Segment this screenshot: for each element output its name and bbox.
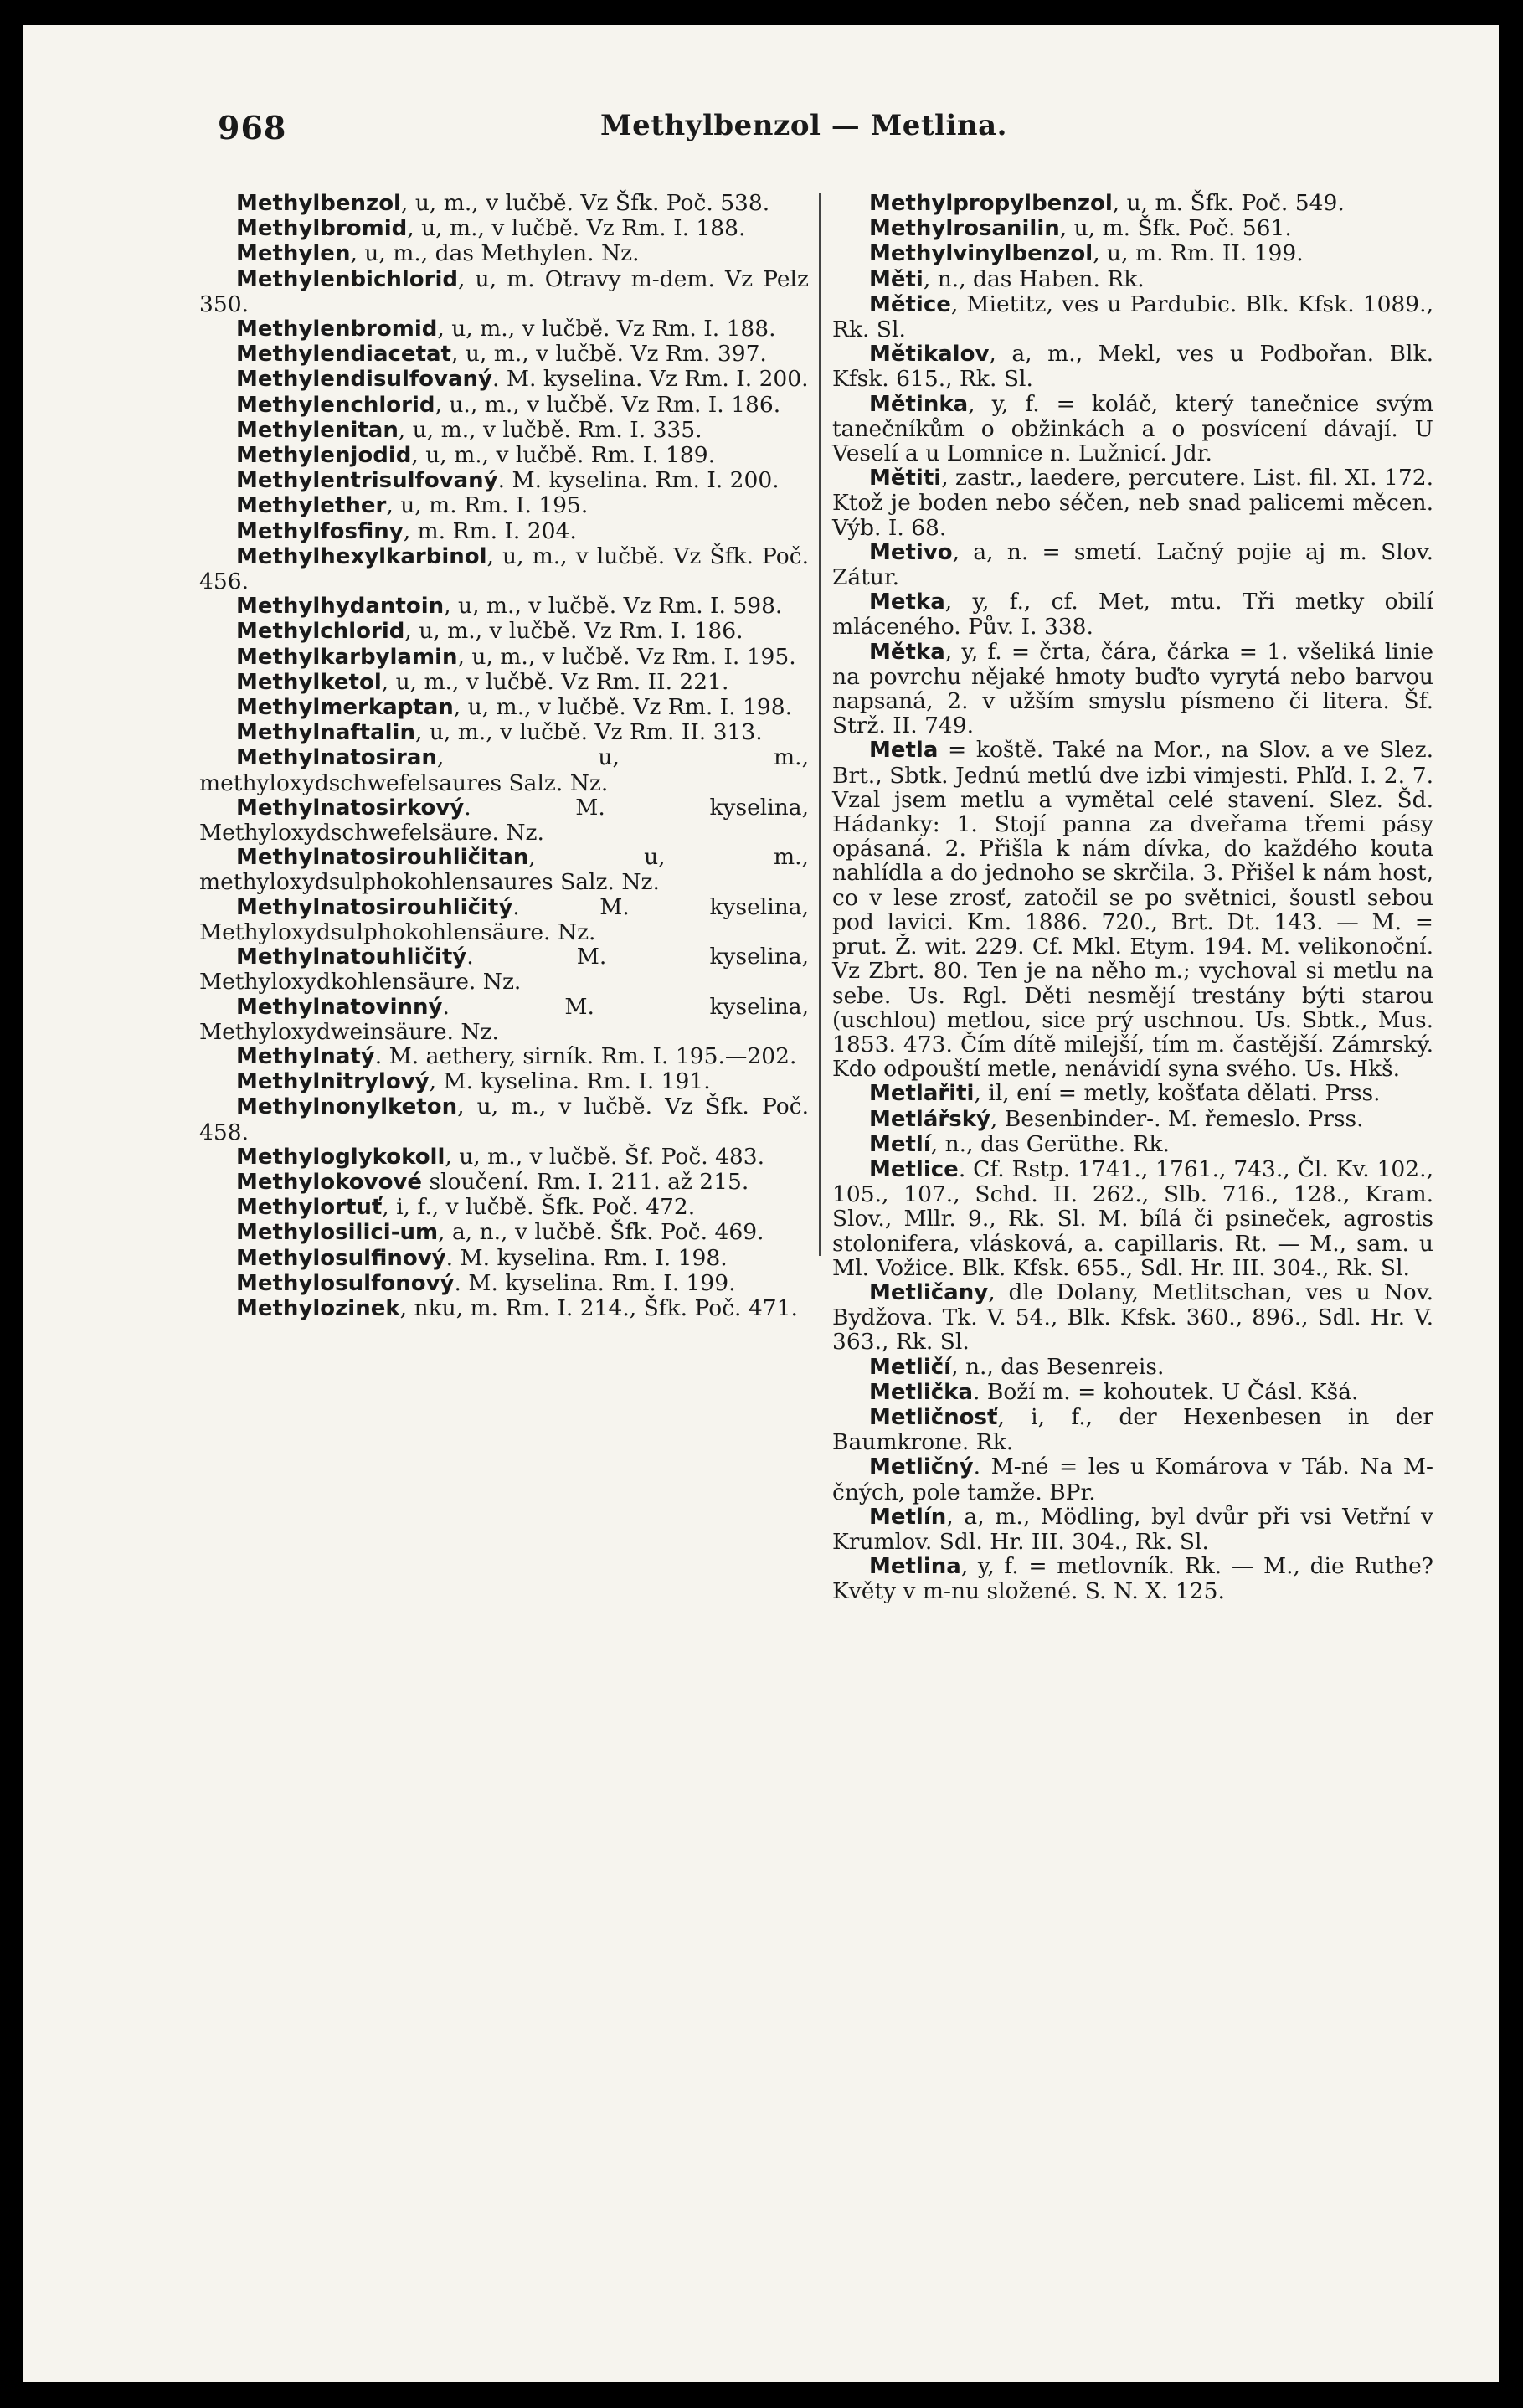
- dictionary-entry: [199, 342, 809, 367]
- entry-headword: Metlina: [869, 1554, 961, 1580]
- entry-definition: . M. kyselina, Methyloxydsulphokohlensäure. Nz.: [199, 893, 809, 945]
- entry-headword: Methylendisulfovaný: [236, 367, 492, 393]
- dictionary-entry: [199, 1044, 809, 1069]
- entry-definition: . M. kyselina. Rm. I. 198.: [445, 1244, 728, 1271]
- entry-definition: , u, m., v lučbě. Vz Rm. I. 598.: [444, 593, 783, 620]
- dictionary-entry: [199, 1145, 809, 1170]
- entry-headword: Methylhexylkarbinol: [236, 543, 487, 569]
- entry-headword: Metličí: [869, 1354, 952, 1380]
- dictionary-entry: [199, 720, 809, 745]
- entry-definition: , u, m., v lučbě. Vz Rm. I. 198.: [453, 694, 792, 721]
- entry-definition: . M. kyselina. Rm. I. 199.: [454, 1269, 736, 1296]
- entry-headword: Methylen: [236, 241, 351, 267]
- entry-definition: , u, m. Otravy m-dem. Vz Pelz 350.: [199, 265, 809, 317]
- dictionary-entry: [832, 1405, 1433, 1454]
- entry-definition: = koště. Také na Mor., na Slov. a ve Slez. Brt., Sbtk. Jednú metlú dve izbi vimjesti. Phľd. I. 2. 7. Vzal jsem metlu a vymětal celé stavení. Slez. Šd. Hádanky: 1. Stojí panna za dveřama třemi pásy opásaná. 2. Přišla k nám dívka, do každého kouta nahlídla a do jednoho se skrčila. 3. Přišel k nám host, co v lese zrosť, zatočil se po světnici, šoustl sebou pod lavici. Km. 1886. 720., Brt. Dt. 143. — M. = prut. Ž. wit. 229. Cf. Mkl. Etym. 194. M. velikonoční. Vz Zbrt. 80. Ten je na něho m.; vychoval si metlu na sebe. Us. Rgl. Děti nesmějí trestány býti starou (uschlou) metlou, sice prý uschnou. Us. Sbtk., Mus. 1853. 473. Čím dítě milejší, tím m. častější. Zámrský. Kdo odpouští metle, nenávidí syna svého. Us. Hkš.: [832, 737, 1433, 1083]
- dictionary-entry: [832, 342, 1433, 391]
- entry-definition: , u, m., v lučbě. Rm. I. 189.: [411, 442, 716, 469]
- dictionary-entry: [832, 540, 1433, 589]
- entry-headword: Methylchlorid: [236, 619, 405, 645]
- entry-definition: , a, m., Mekl, ves u Podbořan. Blk. Kfsk. 615., Rk. Sl.: [832, 341, 1433, 393]
- entry-headword: Methylenchlorid: [236, 392, 435, 418]
- entry-headword: Methylpropylbenzol: [869, 191, 1113, 216]
- dictionary-entry: [199, 1170, 809, 1195]
- column-divider: [819, 193, 821, 1256]
- dictionary-entry: [199, 519, 809, 544]
- entry-headword: Mětikalov: [869, 342, 990, 368]
- entry-definition: , u, m., methyloxydsulphokohlensaures Salz. Nz.: [199, 844, 809, 896]
- dictionary-entry: [199, 670, 809, 695]
- entry-definition: sloučení. Rm. I. 211. až 215.: [422, 1168, 749, 1195]
- entry-headword: Metlí: [869, 1131, 931, 1157]
- dictionary-entry: [832, 1157, 1433, 1280]
- entry-headword: Mětiti: [869, 466, 942, 491]
- entry-headword: Methylkarbylamin: [236, 644, 458, 670]
- entry-definition: , u, m. Rm. II. 199.: [1093, 240, 1304, 267]
- entry-definition: . M. kyselina. Rm. I. 200.: [497, 467, 780, 494]
- entry-definition: , u, m., v lučbě. Šf. Poč. 483.: [445, 1143, 765, 1170]
- running-head: [218, 109, 1390, 159]
- dictionary-entry: [199, 367, 809, 392]
- dictionary-entry: [832, 1107, 1433, 1132]
- entry-definition: , il, ení = metly, košťata dělati. Prss.: [974, 1080, 1381, 1107]
- dictionary-entry: [199, 1195, 809, 1220]
- entry-headword: Mětice: [869, 291, 951, 317]
- dictionary-entry: [199, 316, 809, 342]
- dictionary-entry: [199, 393, 809, 418]
- entry-headword: Methylnatouhličitý: [236, 944, 467, 970]
- dictionary-entry: [199, 645, 809, 670]
- dictionary-entry: [832, 1380, 1433, 1405]
- entry-definition: , m. Rm. I. 204.: [403, 517, 577, 544]
- dictionary-entry: [832, 191, 1433, 216]
- entry-definition: . M. kyselina. Vz Rm. I. 200.: [492, 366, 809, 393]
- dictionary-entry: [832, 1505, 1433, 1554]
- entry-headword: Methylnatovinný: [236, 994, 443, 1020]
- page-number: 968: [218, 109, 287, 147]
- dictionary-entry: [832, 216, 1433, 241]
- entry-definition: , u, m., v lučbě. Vz Rm. 397.: [450, 341, 767, 368]
- entry-headword: Methylketol: [236, 669, 382, 695]
- entry-headword: Methylnonylketon: [236, 1094, 458, 1120]
- dictionary-entry: [832, 1355, 1433, 1380]
- entry-headword: Methylendiacetat: [236, 342, 451, 368]
- entry-headword: Methylosulfonový: [236, 1270, 455, 1296]
- entry-headword: Methylenbichlorid: [236, 266, 459, 292]
- entry-definition: , zastr., laedere, percutere. List. fil. XI. 172. Ktož je boden nebo séčen, neb snad palicemi měcen. Výb. I. 68.: [832, 465, 1433, 541]
- entry-definition: . M-né = les u Komárova v Táb. Na M-čných, pole tamže. BPr.: [832, 1454, 1433, 1505]
- entry-headword: Methylozinek: [236, 1295, 400, 1321]
- entry-definition: , y, f. = metlovník. Rk. — M., die Ruthe? Květy v m-nu složené. S. N. X. 125.: [832, 1553, 1433, 1605]
- entry-definition: , u, m., v lučbě. Vz Rm. II. 313.: [414, 719, 763, 746]
- entry-definition: , u, m., methyloxydschwefelsaures Salz. Nz.: [199, 744, 809, 796]
- dictionary-entry: [199, 795, 809, 845]
- entry-definition: , u, m., v lučbě. Rm. I. 335.: [398, 416, 702, 443]
- entry-definition: , Besenbinder-. M. řemeslo. Prss.: [990, 1105, 1364, 1132]
- entry-definition: , u, m. Šfk. Poč. 549.: [1112, 190, 1345, 216]
- dictionary-entry: [832, 1280, 1433, 1355]
- dictionary-entry: [832, 292, 1433, 342]
- entry-definition: . M. kyselina, Methyloxydweinsäure. Nz.: [199, 993, 809, 1045]
- dictionary-entry: [199, 995, 809, 1044]
- dictionary-entry: [832, 1132, 1433, 1157]
- dictionary-entry: [199, 895, 809, 944]
- dictionary-entry: [832, 589, 1433, 639]
- dictionary-entry: [199, 695, 809, 720]
- entry-headword: Methylosulfinový: [236, 1245, 446, 1271]
- entry-headword: Metlička: [869, 1379, 974, 1405]
- dictionary-entry: [199, 745, 809, 795]
- entry-headword: Metla: [869, 738, 939, 764]
- entry-headword: Methylosilici-um: [236, 1220, 439, 1246]
- entry-headword: Methylbenzol: [236, 191, 401, 216]
- entry-headword: Methylnatý: [236, 1043, 375, 1069]
- dictionary-entry: [199, 1094, 809, 1144]
- entry-definition: , n., das Besenreis.: [951, 1353, 1165, 1380]
- dictionary-entry: [199, 493, 809, 518]
- dictionary-entry: [199, 1296, 809, 1321]
- entry-headword: Metličnosť: [869, 1404, 998, 1430]
- entry-headword: Methylbromid: [236, 216, 408, 242]
- entry-headword: Methylenjodid: [236, 443, 412, 469]
- entry-headword: Metlín: [869, 1504, 947, 1530]
- dictionary-entry: [832, 466, 1433, 540]
- entry-headword: Methylortuť: [236, 1195, 383, 1221]
- entry-definition: , u, m., v lučbě. Vz Rm. I. 186.: [404, 618, 743, 645]
- entry-headword: Metlice: [869, 1156, 959, 1182]
- entry-definition: , nku, m. Rm. I. 214., Šfk. Poč. 471.: [399, 1294, 798, 1321]
- entry-headword: Methylnatosirkový: [236, 795, 465, 821]
- dictionary-entry: [199, 845, 809, 894]
- dictionary-entry: [199, 267, 809, 316]
- entry-headword: Methylentrisulfovaný: [236, 468, 498, 494]
- dictionary-entry: [832, 738, 1433, 1081]
- entry-definition: , u, m., v lučbě. Vz Šfk. Poč. 538.: [400, 190, 770, 216]
- entry-definition: , u, m., v lučbě. Vz Šfk. Poč. 458.: [199, 1093, 809, 1145]
- entry-definition: . Cf. Rstp. 1741., 1761., 743., Čl. Kv. 102., 105., 107., Schd. II. 262., Slb. 716., 128., Kram. Slov., Mllr. 9., Rk. Sl. M. bílá či psineček, agrostis stolonifera, vlásková, a. capillaris. Rt. — M., sam. u Ml. Vožice. Blk. Kfsk. 655., Sdl. Hr. III. 304., Rk. Sl.: [832, 1155, 1433, 1281]
- entry-headword: Methylhydantoin: [236, 594, 445, 620]
- entry-headword: Methylnaftalin: [236, 720, 415, 746]
- dictionary-entry: [832, 1081, 1433, 1106]
- entry-headword: Methylrosanilin: [869, 216, 1060, 242]
- dictionary-entry: [832, 241, 1433, 266]
- entry-headword: Metličany: [869, 1279, 989, 1305]
- dictionary-entry: [199, 468, 809, 493]
- entry-definition: , u, m., v lučbě. Vz Rm. II. 221.: [381, 668, 729, 695]
- entry-headword: Methylnatosiran: [236, 745, 437, 771]
- dictionary-entry: [199, 1246, 809, 1271]
- left-column: [199, 191, 809, 1321]
- dictionary-entry: [832, 267, 1433, 292]
- entry-headword: Metka: [869, 589, 945, 615]
- entry-headword: Methylether: [236, 493, 387, 519]
- entry-definition: , i, f., der Hexenbesen in der Baumkrone. Rk.: [832, 1403, 1433, 1456]
- entry-definition: , u, m., v lučbě. Vz Rm. I. 188.: [407, 215, 746, 242]
- dictionary-entry: [832, 1554, 1433, 1603]
- dictionary-entry: [832, 640, 1433, 738]
- dictionary-entry: [199, 1069, 809, 1094]
- page-title: Methylbenzol — Metlina.: [600, 109, 1007, 142]
- entry-definition: . M. kyselina, Methyloxydkohlensäure. Nz.: [199, 944, 809, 996]
- entry-headword: Metivo: [869, 539, 953, 565]
- entry-headword: Metlařiti: [869, 1081, 975, 1107]
- entry-definition: , dle Dolany, Metlitschan, ves u Nov. Bydžova. Tk. V. 54., Blk. Kfsk. 360., 896., Sdl. Hr. V. 363., Rk. Sl.: [832, 1279, 1433, 1356]
- entry-headword: Mětinka: [869, 391, 969, 417]
- entry-headword: Metlářský: [869, 1106, 990, 1132]
- entry-definition: , u, m., v lučbě. Vz Šfk. Poč. 456.: [199, 543, 809, 595]
- dictionary-entry: [199, 619, 809, 644]
- entry-definition: , u, m., das Methylen. Nz.: [350, 240, 640, 267]
- entry-definition: , y, f. = koláč, který tanečnice svým tanečníkům o obžinkách a o posvícení dávají. U Veselí a u Lomnice n. Lužnicí. Jdr.: [832, 390, 1433, 467]
- dictionary-entry: [199, 1220, 809, 1245]
- dictionary-entry: [199, 594, 809, 619]
- entry-definition: . M. kyselina, Methyloxydschwefelsäure. Nz.: [199, 794, 809, 846]
- entry-headword: Methylenitan: [236, 417, 399, 443]
- entry-headword: Methylvinylbenzol: [869, 241, 1093, 267]
- entry-definition: , u, m., v lučbě. Vz Rm. I. 188.: [437, 316, 776, 342]
- dictionary-entry: [832, 392, 1433, 466]
- entry-definition: , y, f., cf. Met, mtu. Tři metky obilí mláceného. Pův. I. 338.: [832, 589, 1433, 641]
- entry-definition: , n., das Haben. Rk.: [923, 265, 1145, 292]
- entry-headword: Methylfosfiny: [236, 518, 404, 544]
- entry-headword: Methylnatosirouhličitan: [236, 845, 529, 871]
- entry-definition: , a, n., v lučbě. Šfk. Poč. 469.: [438, 1219, 764, 1246]
- entry-definition: , i, f., v lučbě. Šfk. Poč. 472.: [382, 1194, 696, 1221]
- dictionary-entry: [199, 1271, 809, 1296]
- entry-headword: Měti: [869, 266, 924, 292]
- entry-definition: , M. kyselina. Rm. I. 191.: [429, 1068, 711, 1095]
- entry-definition: , y, f. = črta, čára, čárka = 1. všeliká linie na povrchu nějaké hmoty buďto vyrytá nebo barvou napsaná, 2. v užším smyslu písmeno či litera. Šf. Strž. II. 749.: [832, 638, 1433, 739]
- dictionary-entry: [199, 216, 809, 241]
- entry-headword: Methylnatosirouhličitý: [236, 894, 513, 920]
- entry-headword: Methylokovové: [236, 1169, 423, 1195]
- entry-headword: Methylmerkaptan: [236, 695, 454, 721]
- dictionary-entry: [199, 944, 809, 994]
- right-column: [832, 191, 1433, 1604]
- entry-definition: , a, m., Mödling, byl dvůr při vsi Vetřní v Krumlov. Sdl. Hr. III. 304., Rk. Sl.: [832, 1503, 1433, 1555]
- entry-headword: Mětka: [869, 639, 945, 665]
- entry-headword: Methylnitrylový: [236, 1069, 430, 1095]
- entry-definition: , u, m. Rm. I. 195.: [386, 492, 589, 519]
- dictionary-entry: [832, 1454, 1433, 1504]
- entry-definition: , u., m., v lučbě. Vz Rm. I. 186.: [435, 391, 781, 418]
- entry-definition: , Mietitz, ves u Pardubic. Blk. Kfsk. 1089., Rk. Sl.: [832, 291, 1433, 343]
- entry-definition: , n., das Gerüthe. Rk.: [930, 1130, 1171, 1157]
- entry-definition: , a, n. = smetí. Lačný pojie aj m. Slov. Zátur.: [832, 538, 1433, 591]
- entry-definition: , u, m., v lučbě. Vz Rm. I. 195.: [457, 643, 796, 670]
- entry-headword: Methyloglykokoll: [236, 1144, 445, 1170]
- dictionary-entry: [199, 443, 809, 468]
- dictionary-entry: [199, 241, 809, 266]
- dictionary-entry: [199, 418, 809, 443]
- entry-definition: , u, m. Šfk. Poč. 561.: [1059, 215, 1292, 242]
- entry-definition: . M. aethery, sirník. Rm. I. 195.—202.: [374, 1042, 797, 1069]
- dictionary-entry: [199, 544, 809, 594]
- entry-definition: . Boží m. = kohoutek. U Čásl. Kšá.: [973, 1378, 1359, 1405]
- entry-headword: Metličný: [869, 1454, 974, 1480]
- dictionary-entry: [199, 191, 809, 216]
- entry-headword: Methylenbromid: [236, 316, 438, 342]
